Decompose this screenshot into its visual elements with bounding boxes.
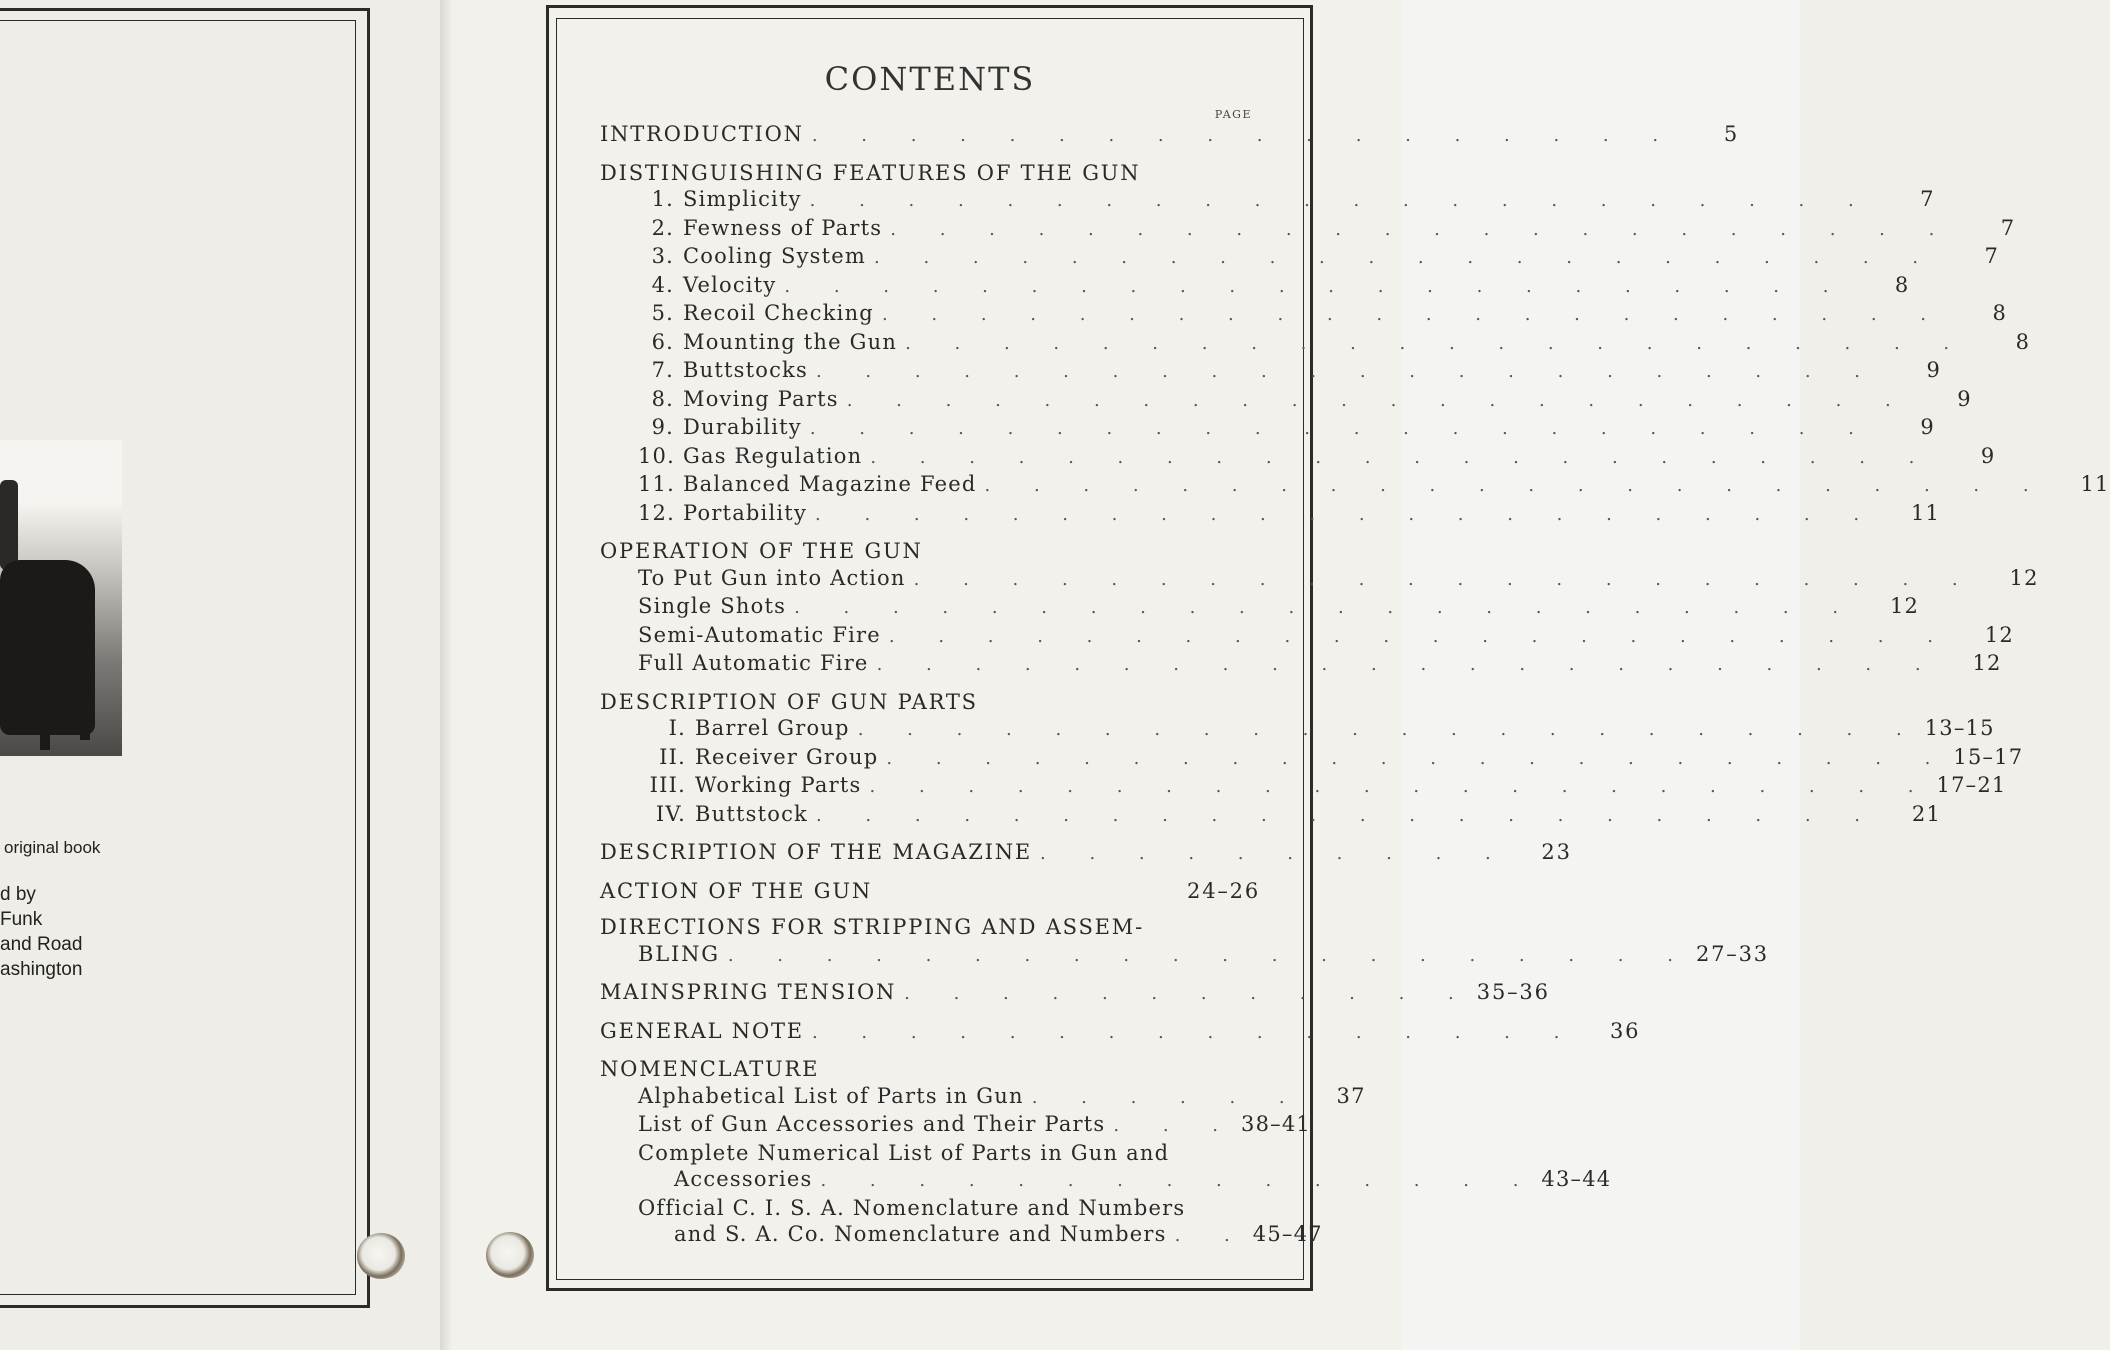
toc-entry[interactable] [600, 650, 2002, 679]
toc-page: 9 [1926, 358, 1942, 382]
toc-number: IV. [655, 801, 686, 826]
toc-label [638, 471, 977, 498]
toc-label [638, 500, 807, 527]
toc-entry-official[interactable] [600, 1221, 1323, 1250]
toc-page: 8 [2015, 329, 2031, 354]
toc-entry[interactable] [600, 801, 1942, 830]
leader-dots: . . . . . . . . . . . . . . . . . . [811, 125, 1678, 146]
toc-label-text: Portability [683, 500, 808, 525]
toc-page: 45–47 [1252, 1222, 1323, 1246]
toc-page: 36 [1609, 1018, 1641, 1043]
toc-number: 12. [638, 500, 675, 525]
toc-label [638, 715, 850, 742]
leader-dots: . . . . . . [1031, 1086, 1304, 1108]
toc-label: List of Gun Accessories and Their Parts [638, 1112, 1106, 1136]
horse-leg [40, 700, 50, 750]
toc-label-text: Buttstocks [683, 358, 808, 382]
toc-page: 37 [1336, 1083, 1366, 1108]
leader-dots: . . . . . . . . . . . . . . . . [811, 1021, 1579, 1043]
toc-page: 12 [2009, 565, 2039, 590]
toc-entry[interactable] [600, 414, 1935, 443]
leader-dots: . . . . . . . . . . . . . . . . . . . . . . [794, 597, 1858, 618]
toc-page: 9 [1920, 415, 1935, 439]
toc-page: 38–41 [1241, 1112, 1311, 1136]
leader-dots: . . . . . . . . . . . . . . . . . . . . . . [815, 503, 1879, 525]
toc-entry[interactable] [600, 243, 2000, 272]
toc-page: 21 [1911, 801, 1942, 826]
toc-label: DESCRIPTION OF THE MAGAZINE [600, 840, 1033, 864]
toc-label-text: Single Shots [638, 594, 787, 618]
leader-dots: . . . . . . . . . . . . . . . . . . . . . . [984, 475, 2048, 496]
toc-entry-introduction[interactable] [600, 121, 1740, 150]
toc-page: 27–33 [1695, 941, 1769, 966]
leader-dots: . . . [1113, 1115, 1238, 1136]
toc-label-text: Receiver Group [695, 744, 879, 769]
toc-number: 6. [651, 329, 674, 354]
leader-dots: . . . . . . . . . . . . . . . . . . . . . . [874, 247, 1938, 268]
credit-line: ashington [0, 959, 83, 980]
toc-page: 11 [2080, 472, 2110, 496]
toc-entry[interactable] [600, 386, 1972, 415]
toc-page: 11 [1910, 500, 1941, 525]
rider-figure [0, 480, 18, 570]
table-of-contents [600, 60, 2110, 1250]
toc-entry[interactable] [600, 622, 2014, 651]
toc-label-text: Simplicity [683, 187, 802, 211]
toc-page: 9 [1980, 443, 1996, 468]
toc-entry-official-line1[interactable]: Official C. I. S. A. Nomenclature and Numbers [638, 1195, 1186, 1220]
toc-label: GENERAL NOTE [600, 1018, 804, 1043]
toc-label-text: Fewness of Parts [683, 215, 883, 240]
toc-label [638, 565, 906, 592]
toc-entry[interactable] [600, 565, 2039, 594]
toc-number: 3. [651, 244, 674, 268]
section-heading-features: DISTINGUISHING FEATURES OF THE GUN [600, 160, 1141, 185]
toc-page: 24–26 [1187, 878, 1260, 903]
leader-dots: . . . . . . . . . . . . . . . . . . . . . . [857, 719, 1921, 740]
leader-dots: . . . . . . . . . . . . . . . . . . . . . . [905, 332, 1969, 354]
toc-entry-mainspring[interactable] [600, 979, 1550, 1008]
toc-label: Alphabetical List of Parts in Gun [638, 1083, 1024, 1108]
toc-label-text: Full Automatic Fire [638, 651, 869, 675]
toc-label [638, 243, 866, 270]
toc-label [638, 650, 869, 677]
toc-entry[interactable] [600, 300, 2007, 329]
toc-entry-stripping[interactable] [600, 941, 1769, 970]
toc-page: 15–17 [1953, 744, 2024, 769]
book-gutter [440, 0, 452, 1350]
section-heading-operation: OPERATION OF THE GUN [600, 539, 923, 563]
toc-label [638, 744, 878, 771]
toc-page: 17–21 [1936, 773, 2007, 797]
leader-dots: . . . . . . . . . . [1040, 843, 1510, 864]
toc-label-text: Velocity [683, 272, 777, 297]
toc-label: MAINSPRING TENSION [600, 980, 897, 1004]
toc-page: 12 [1889, 594, 1920, 618]
toc-label [638, 593, 786, 620]
toc-number: 4. [651, 272, 674, 297]
credit-line: Funk [0, 909, 43, 930]
toc-label-text: Recoil Checking [683, 301, 874, 325]
toc-label [638, 801, 808, 828]
punch-hole [357, 1233, 405, 1279]
leader-dots: . . . . . . . . . . . . [904, 983, 1473, 1004]
parts-list [600, 715, 2024, 829]
leader-dots: . . . . . . . . . . . . . . . . . . . . . . [846, 389, 1910, 411]
section-heading-parts: DESCRIPTION OF GUN PARTS [600, 689, 978, 714]
toc-page: 7 [1920, 187, 1935, 211]
toc-label [638, 300, 874, 327]
credit-line: d by [0, 884, 36, 905]
toc-page: 8 [1894, 272, 1910, 297]
leader-dots: . . . . . . . . . . . . . . . . . . . . . . [809, 190, 1873, 211]
toc-number: III. [649, 773, 686, 797]
toc-label [638, 272, 776, 299]
toc-entry-stripping-line1[interactable]: DIRECTIONS FOR STRIPPING AND ASSEM- [600, 915, 1145, 939]
toc-entry[interactable] [600, 500, 1941, 529]
toc-page: 7 [1984, 244, 2000, 268]
toc-entry-magazine[interactable] [600, 839, 1572, 868]
leader-dots: . . . . . . . . . . . . . . . . . . . . . . [886, 747, 1950, 769]
toc-entry-general-note[interactable] [600, 1018, 1641, 1047]
toc-entry-numerical[interactable] [600, 1166, 1612, 1195]
toc-label-text: Working Parts [695, 773, 862, 797]
toc-label [638, 357, 808, 384]
toc-entry-alphabetical[interactable] [600, 1083, 1366, 1112]
leader-dots: . . . . . . . . . . . . . . . . . . . . . . [809, 418, 1873, 439]
punch-hole [486, 1232, 534, 1278]
toc-page: 7 [2000, 215, 2016, 240]
leader-dots: . . . . . . . . . . . . . . . . . . . . . . [890, 218, 1954, 240]
toc-label: and S. A. Co. Nomenclature and Numbers [674, 1222, 1167, 1246]
toc-number: II. [659, 744, 686, 769]
toc-entry[interactable] [600, 186, 1935, 215]
toc-label-text: Gas Regulation [683, 443, 863, 468]
page-title: CONTENTS [824, 60, 1036, 98]
toc-label-text: Moving Parts [683, 386, 839, 411]
toc-number: 11. [638, 472, 675, 496]
toc-label [638, 622, 881, 649]
leader-dots: . . . . . . . . . . . . . . . . . . . . . . [876, 654, 1940, 675]
page-column-header: PAGE [1214, 108, 1252, 121]
leader-dots: . . . . . . . . . . . . . . . . . . . . . . [784, 275, 1848, 297]
toc-number: 1. [651, 187, 674, 211]
toc-label [638, 414, 802, 441]
toc-number: 2. [651, 215, 674, 240]
toc-entry[interactable] [600, 357, 1942, 386]
photo-caption: original book [4, 838, 101, 857]
leader-dots: . . . . . . . . . . . . . . . . . . . . . . [881, 304, 1945, 325]
toc-number: 7. [651, 358, 674, 382]
toc-page: 13–15 [1924, 716, 1995, 740]
toc-entry-accessories[interactable] [600, 1111, 1311, 1140]
toc-label [638, 443, 862, 470]
leader-dots: . . . . . . . . . . . . . . . . . . . . . . [913, 568, 1977, 590]
leader-dots: . . . . . . . . . . . . . . . . . . . . . . [869, 776, 1933, 797]
toc-number: 9. [651, 415, 674, 439]
leader-dots: . . . . . . . . . . . . . . . . . . . . . . [888, 625, 1952, 647]
toc-label [638, 215, 882, 242]
section-heading-nomenclature: NOMENCLATURE [600, 1057, 820, 1081]
toc-entry-numerical-line1[interactable]: Complete Numerical List of Parts in Gun and [638, 1140, 1170, 1165]
leader-dots: . . . . . . . . . . . . . . . . . . . . . . [815, 804, 1880, 826]
toc-entry[interactable] [600, 715, 1995, 744]
leader-dots: . . . . . . . . . . . . . . . . . . . . . . [870, 446, 1934, 468]
toc-page: 43–44 [1541, 1167, 1612, 1191]
toc-entry[interactable] [600, 329, 2031, 358]
toc-label-text: Balanced Magazine Feed [683, 472, 977, 496]
leader-dots: . . [1174, 1225, 1249, 1246]
toc-label [638, 386, 839, 413]
toc-number: 5. [651, 301, 674, 325]
operation-list [600, 565, 2039, 679]
credit-lines [0, 882, 82, 982]
toc-label-text: To Put Gun into Action [638, 565, 906, 590]
toc-label: BLING [638, 941, 720, 966]
toc-label-text: Durability [683, 415, 802, 439]
toc-label-text: Semi-Automatic Fire [638, 622, 881, 647]
toc-page: 35–36 [1476, 980, 1550, 1004]
toc-number: 8. [651, 386, 674, 411]
credit-line: and Road [0, 934, 83, 955]
toc-label [638, 772, 862, 799]
toc-label-text: Cooling System [683, 244, 867, 268]
toc-label-text: Barrel Group [695, 716, 850, 740]
leader-dots: . . . . . . . . . . . . . . . [820, 1170, 1538, 1191]
leader-dots: . . . . . . . . . . . . . . . . . . . . [727, 944, 1692, 966]
toc-label [638, 329, 897, 356]
toc-number: I. [668, 716, 686, 740]
toc-label: Accessories [674, 1167, 813, 1191]
toc-entry[interactable] [600, 272, 1910, 301]
toc-page: 5 [1723, 122, 1740, 146]
leader-dots: . . . . . . . . . . . . . . . . . . . . . . [815, 361, 1880, 382]
toc-label: INTRODUCTION [600, 122, 804, 146]
toc-page: 12 [1984, 622, 2014, 647]
toc-entry[interactable] [600, 772, 2007, 801]
toc-label-text: Mounting the Gun [683, 329, 898, 354]
toc-label [638, 186, 802, 213]
toc-entry[interactable] [600, 215, 2016, 244]
features-list [600, 186, 2110, 528]
toc-entry[interactable] [600, 744, 2024, 773]
toc-page: 9 [1957, 386, 1972, 411]
toc-entry[interactable] [600, 443, 1996, 472]
toc-label: ACTION OF THE GUN [600, 878, 873, 903]
toc-page: 8 [1992, 301, 2007, 325]
horse-leg [80, 690, 90, 740]
toc-number: 10. [638, 443, 675, 468]
toc-label-text: Buttstock [695, 801, 808, 826]
toc-entry-action[interactable] [600, 878, 1260, 905]
toc-page: 23 [1541, 840, 1572, 864]
toc-entry[interactable] [600, 593, 1920, 622]
toc-page: 12 [1972, 651, 2002, 675]
toc-entry[interactable] [600, 471, 2110, 500]
